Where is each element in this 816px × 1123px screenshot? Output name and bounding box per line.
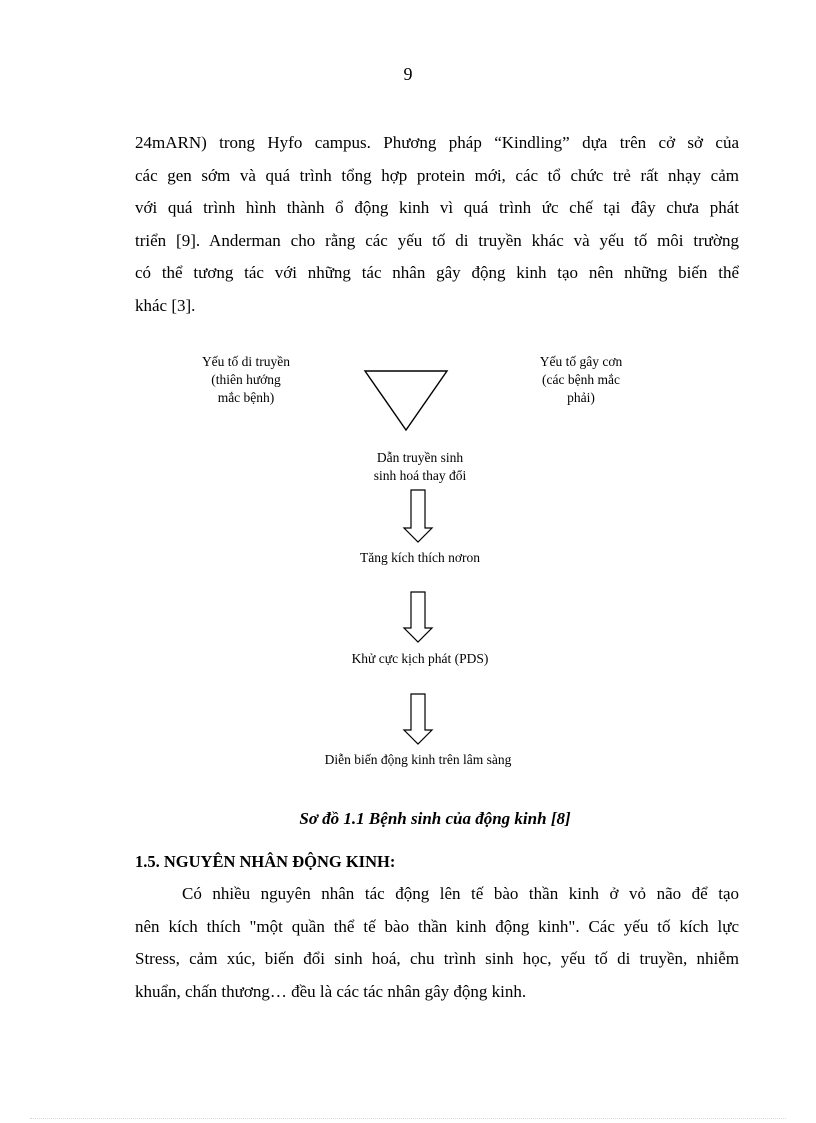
step-neurotransmission: Dẫn truyền sinh sinh hoá thay đổi: [373, 450, 467, 483]
arrow-down-icon: [404, 592, 432, 642]
bottom-rule: [30, 1118, 786, 1119]
intro-paragraph: [135, 127, 739, 322]
convergence-triangle: [365, 371, 447, 430]
genetic-factor-label: Yếu tố di truyền (thiên hướng mắc bệnh): [201, 354, 291, 405]
intro-line: khác [3].: [135, 295, 196, 315]
section-heading: 1.5. NGUYÊN NHÂN ĐỘNG KINH:: [135, 852, 396, 871]
page-number: 9: [403, 64, 413, 84]
intro-line: với quá trình hình thành ổ động kinh vì quá trình ức chế tại đây chưa phát: [135, 198, 739, 217]
intro-line: có thể tương tác với những tác nhân gây động kinh tạo nên những biến thể: [135, 263, 739, 282]
step-neuron-excitation: Tăng kích thích nơron: [360, 550, 480, 565]
section-line: khuẩn, chấn thương… đều là các tác nhân gây động kinh.: [135, 981, 527, 1001]
arrow-down-icon: [404, 490, 432, 542]
step-clinical-epilepsy: Diễn biến động kinh trên lâm sàng: [324, 752, 512, 767]
section-line: Stress, cảm xúc, biến đổi sinh hoá, chu trình sinh học, yếu tố di truyền, nhiễm: [135, 949, 739, 968]
intro-line: các gen sớm và quá trình tổng hợp protein mới, các tổ chức trẻ rất nhạy cảm: [135, 165, 739, 185]
trigger-factor-label: Yếu tố gây cơn (các bệnh mắc phải): [539, 354, 623, 405]
diagram-caption: Sơ đồ 1.1 Bệnh sinh của động kinh [8]: [299, 809, 571, 828]
section-line: nên kích thích "một quần thể tế bào thần kinh động kinh". Các yếu tố kích lực: [135, 916, 739, 936]
step-pds: Khử cực kịch phát (PDS): [351, 651, 489, 666]
intro-line: 24mARN) trong Hyfo campus. Phương pháp “Kindling” dựa trên cở sở của: [135, 133, 739, 152]
arrow-down-icon: [404, 694, 432, 744]
section-paragraph: [135, 878, 739, 1008]
intro-line: triển [9]. Anderman cho rằng các yếu tố di truyền khác và yếu tố môi trường: [135, 230, 739, 250]
section-line: Có nhiều nguyên nhân tác động lên tế bào thần kinh ở vỏ não để tạo: [182, 884, 739, 903]
